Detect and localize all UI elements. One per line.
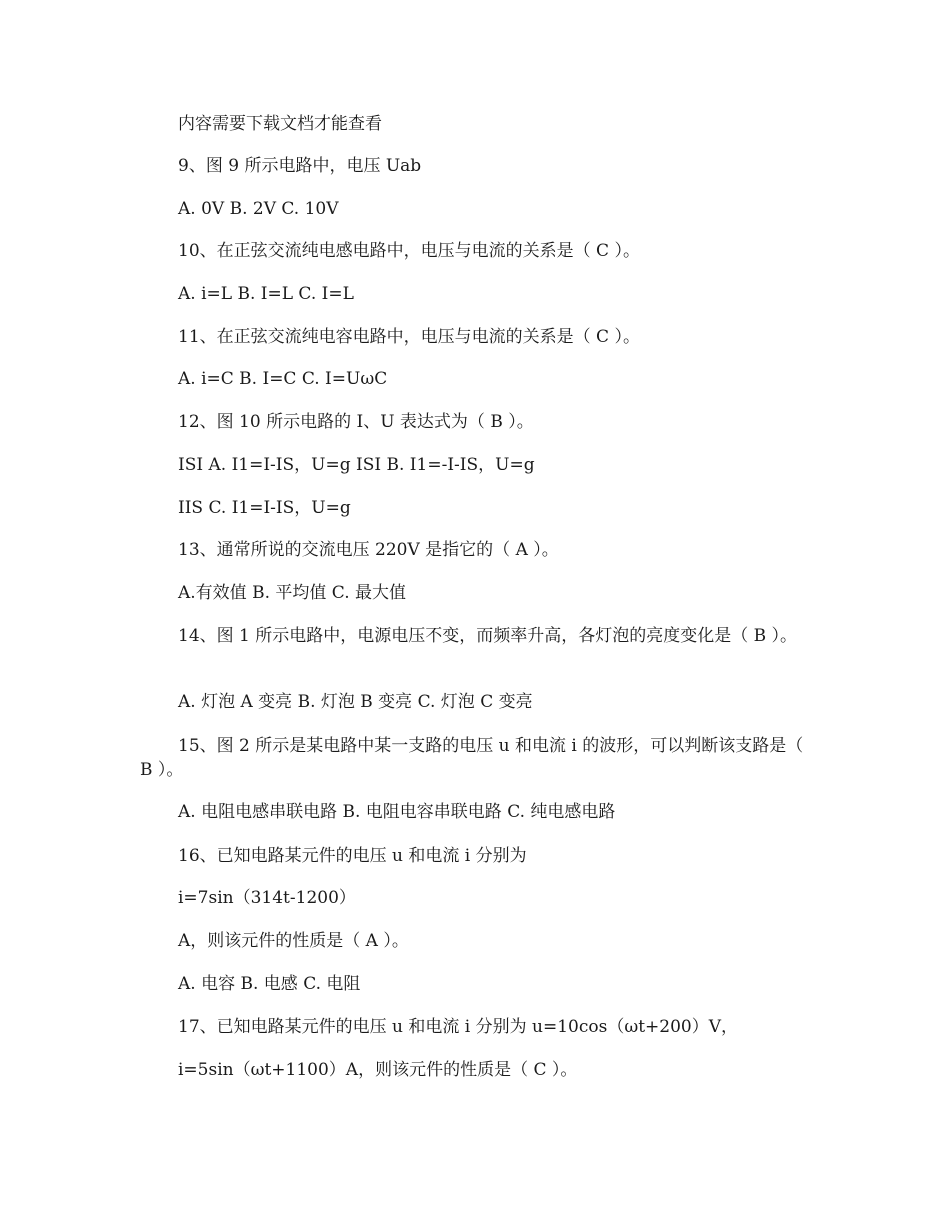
question-17-continued: i=5sin（ωt+1100）A，则该元件的性质是（ C ）。 <box>178 1060 578 1080</box>
notice-line: 内容需要下载文档才能查看 <box>178 114 382 134</box>
question-10-options: A. i=L B. I=L C. I=L <box>178 284 354 304</box>
question-13-options: A.有效值 B. 平均值 C. 最大值 <box>178 583 406 603</box>
question-14-options: A. 灯泡 A 变亮 B. 灯泡 B 变亮 C. 灯泡 C 变亮 <box>178 692 533 712</box>
question-9: 9、图 9 所示电路中，电压 Uab <box>178 156 422 176</box>
question-11-options: A. i=C B. I=C C. I=UωC <box>178 369 388 389</box>
question-11: 11、在正弦交流纯电容电路中，电压与电流的关系是（ C ）。 <box>178 327 640 347</box>
question-16-prompt: A，则该元件的性质是（ A ）。 <box>178 931 409 951</box>
question-12-options-1: ISI A. I1=I-IS，U=g ISI B. I1=-I-IS，U=g <box>178 455 535 475</box>
question-13: 13、通常所说的交流电压 220V 是指它的（ A ）。 <box>178 540 559 560</box>
question-10: 10、在正弦交流纯电感电路中，电压与电流的关系是（ C ）。 <box>178 241 640 261</box>
question-15-options: A. 电阻电感串联电路 B. 电阻电容串联电路 C. 纯电感电路 <box>178 802 616 822</box>
question-16: 16、已知电路某元件的电压 u 和电流 i 分别为 <box>178 846 527 866</box>
question-16-options: A. 电容 B. 电感 C. 电阻 <box>178 974 361 994</box>
question-14: 14、图 1 所示电路中，电源电压不变，而频率升高，各灯泡的亮度变化是（ B ）。 <box>178 626 798 646</box>
question-16-formula: i=7sin（314t-1200） <box>178 888 356 908</box>
question-15: 15、图 2 所示是某电路中某一支路的电压 u 和电流 i 的波形，可以判断该支路是（ B ）。 <box>140 736 804 780</box>
question-17: 17、已知电路某元件的电压 u 和电流 i 分别为 u=10cos（ωt+200）V， <box>178 1017 739 1037</box>
question-12: 12、图 10 所示电路的 I、U 表达式为（ B ）。 <box>178 412 534 432</box>
question-9-options: A. 0V B. 2V C. 10V <box>178 199 339 219</box>
question-12-options-2: IIS C. I1=I-IS，U=g <box>178 498 351 518</box>
